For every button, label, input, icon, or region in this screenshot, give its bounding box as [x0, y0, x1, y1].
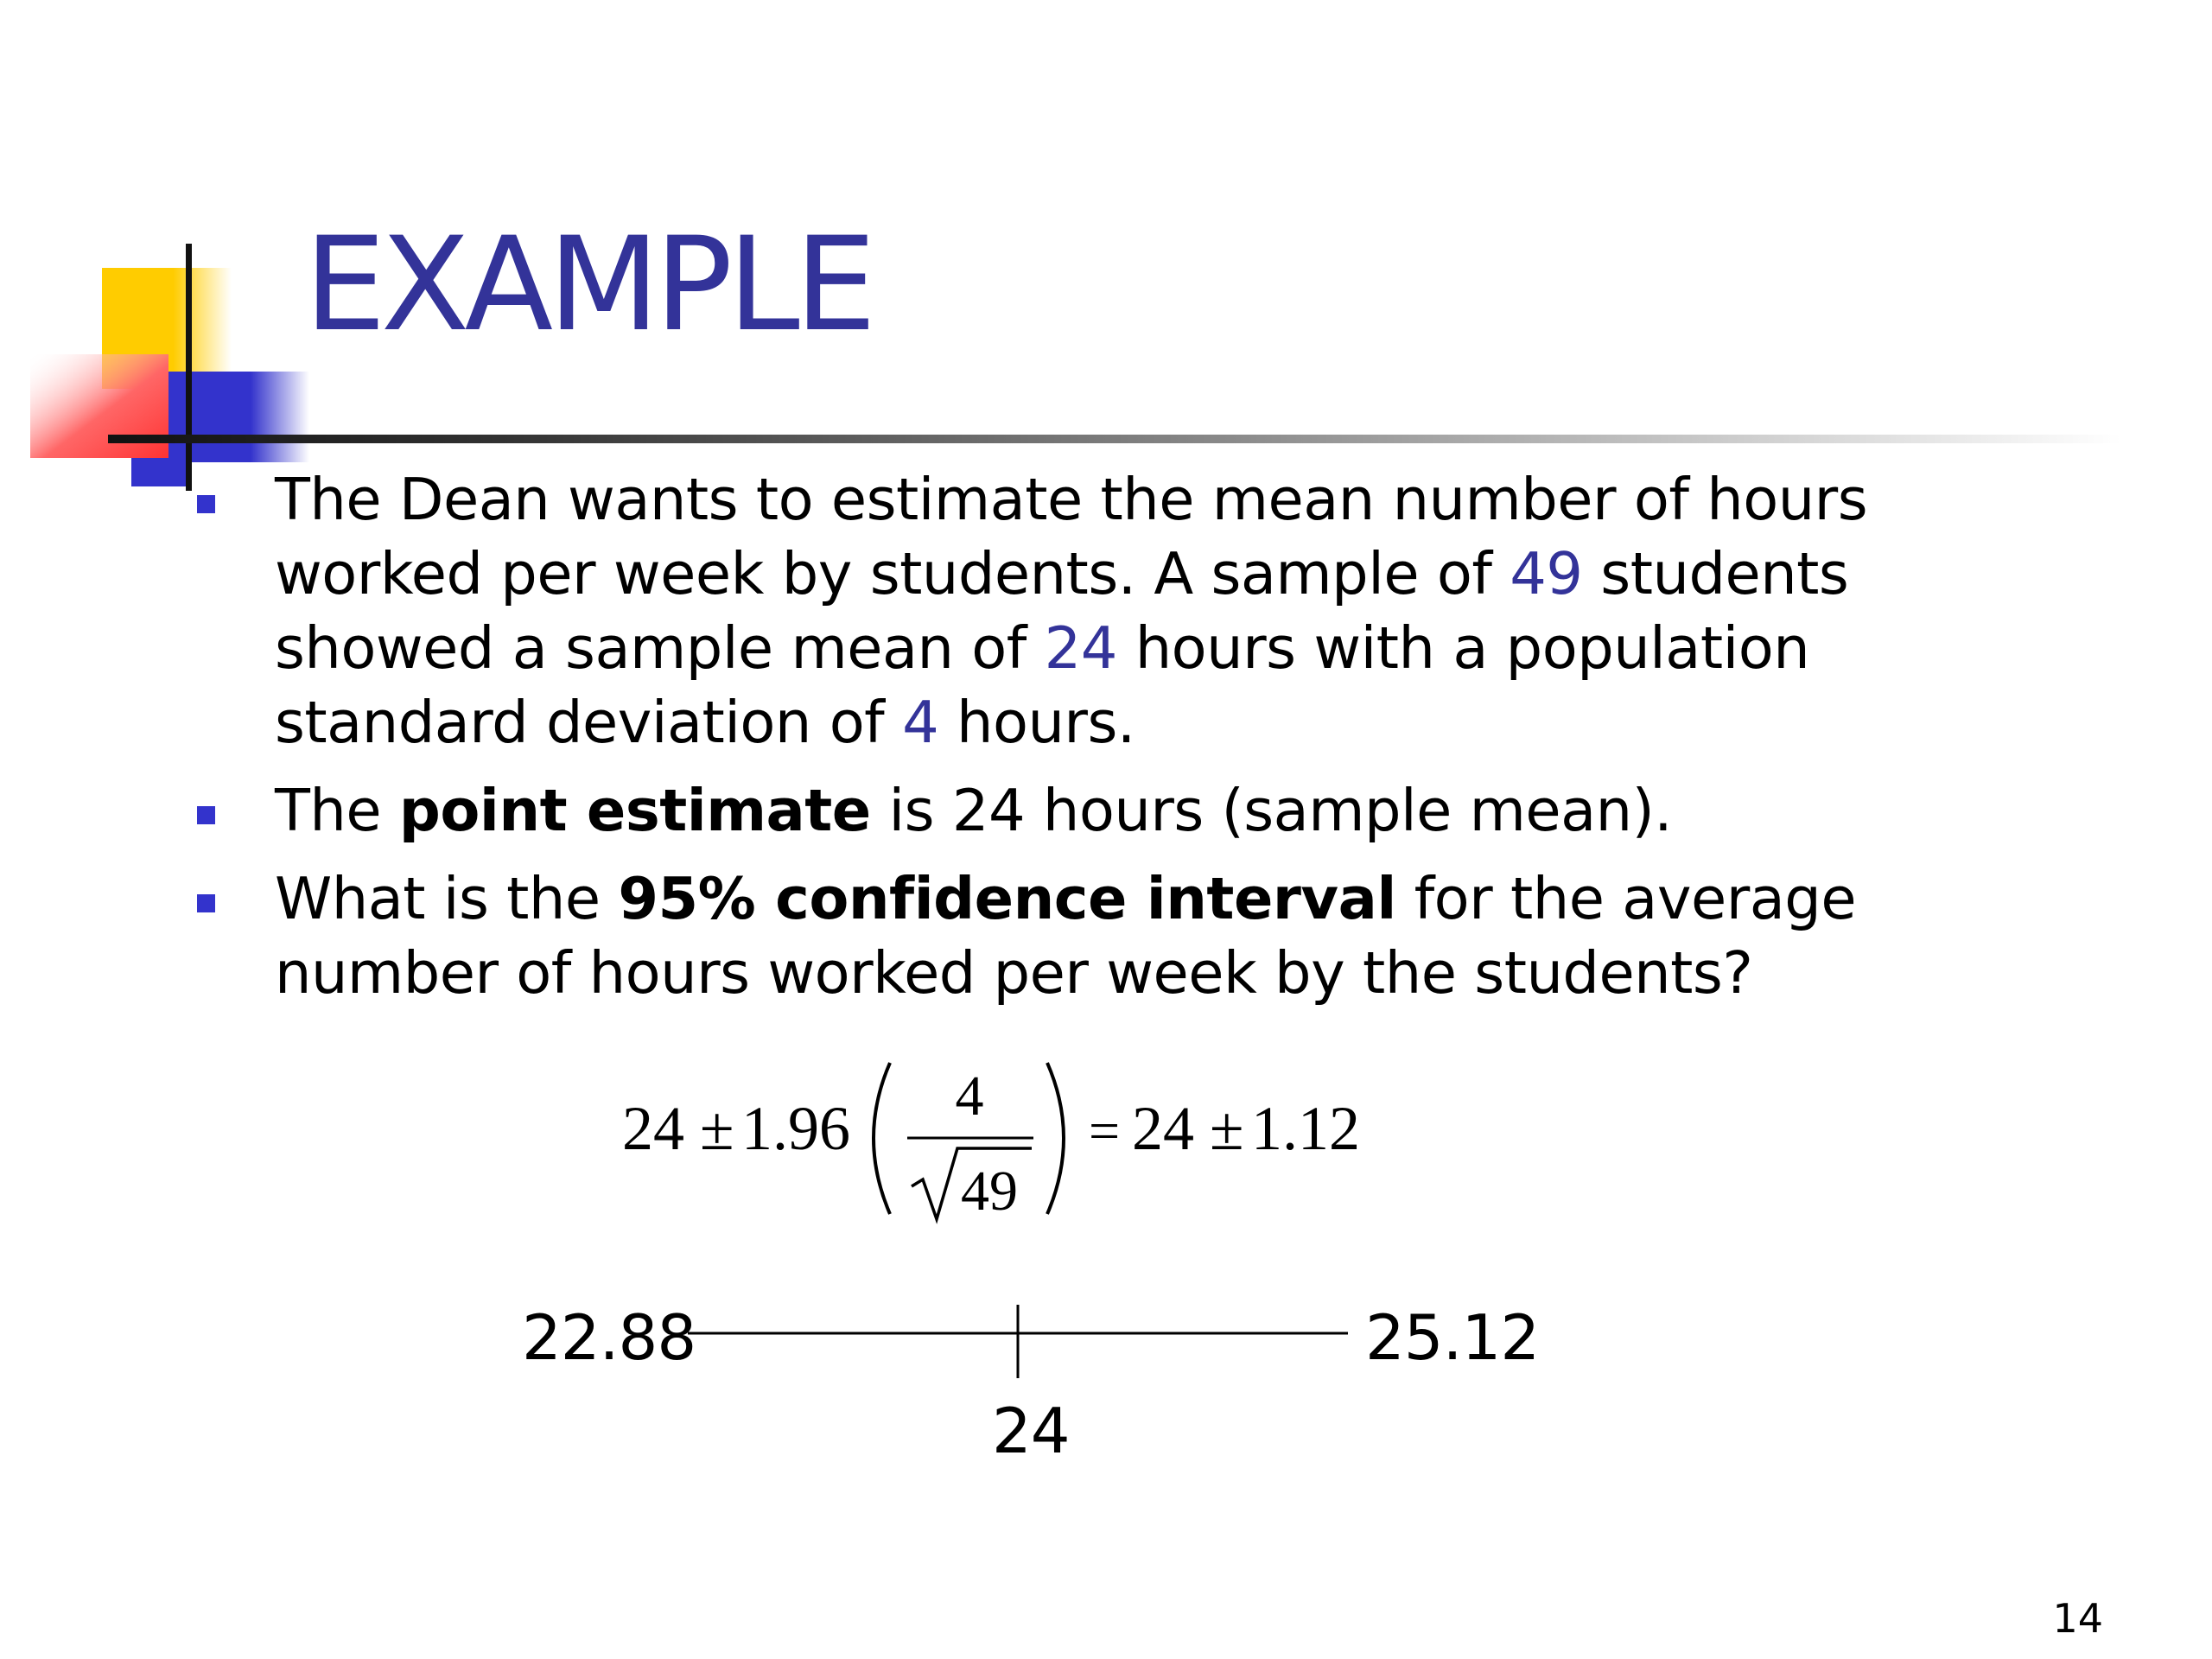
- slide-title: EXAMPLE: [304, 210, 872, 360]
- formula-margin: 1.12: [1251, 1094, 1360, 1163]
- text-segment: showed a sample mean of: [275, 614, 1045, 682]
- bold-term: 95% confidence interval: [618, 865, 1396, 932]
- bullet-text-line: [275, 462, 1875, 537]
- text-segment: standard deviation of: [275, 689, 903, 756]
- blue-square: [162, 372, 309, 462]
- interval-lower-bound: 22.88: [522, 1301, 696, 1374]
- text-segment: for the average: [1395, 865, 1857, 932]
- left-parenthesis: [874, 1063, 890, 1214]
- right-parenthesis: [1047, 1063, 1064, 1214]
- highlighted-number: 49: [1510, 540, 1583, 607]
- interval-upper-bound: 25.12: [1365, 1301, 1540, 1374]
- text-segment: The Dean wants to estimate the mean number of hours: [275, 466, 1868, 533]
- bullet-text-line: [275, 611, 1875, 685]
- formula-sigma: 4: [955, 1065, 984, 1128]
- formula-z-value: 1.96: [741, 1094, 850, 1163]
- bullet-item: [181, 462, 1875, 760]
- vertical-rule: [186, 244, 192, 491]
- text-segment: What is the: [275, 865, 619, 932]
- formula-result-plus-minus: ±: [1210, 1094, 1244, 1163]
- bullet-text-line: [275, 537, 1875, 611]
- bullet-square-icon: [197, 806, 215, 824]
- bullet-square-icon: [197, 495, 215, 513]
- highlighted-number: 24: [1044, 614, 1117, 682]
- text-segment: number of hours worked per week by the students?: [275, 939, 1753, 1007]
- interval-center-label: 24: [992, 1395, 1070, 1467]
- bullet-text-line: [275, 773, 1875, 848]
- bold-term: point estimate: [398, 777, 871, 844]
- text-segment: worked per week by students. A sample of: [275, 540, 1510, 607]
- formula-plus-minus: ±: [700, 1094, 734, 1163]
- page-number: 14: [2052, 1595, 2103, 1642]
- formula-n: 49: [961, 1160, 1018, 1223]
- text-segment: hours.: [938, 689, 1135, 756]
- confidence-interval-formula: [605, 1041, 1400, 1249]
- highlighted-number: 4: [902, 689, 939, 756]
- bullet-text-line: [275, 861, 1875, 936]
- formula-mean: 24: [622, 1094, 684, 1163]
- bullet-text-line: [275, 685, 1875, 760]
- bullet-square-icon: [197, 894, 215, 912]
- formula-result-mean: 24: [1132, 1094, 1194, 1163]
- text-segment: students: [1582, 540, 1849, 607]
- title-rule: [108, 435, 2121, 443]
- text-segment: The: [275, 777, 399, 844]
- bullet-text-line: [275, 936, 1875, 1010]
- bullet-item: [181, 773, 1875, 848]
- bullet-list: [181, 462, 1875, 1024]
- bullet-item: [181, 861, 1875, 1010]
- text-segment: is 24 hours (sample mean).: [870, 777, 1673, 844]
- formula-equals: =: [1089, 1100, 1121, 1161]
- interval-number-line: [674, 1296, 1348, 1382]
- text-segment: hours with a population: [1116, 614, 1810, 682]
